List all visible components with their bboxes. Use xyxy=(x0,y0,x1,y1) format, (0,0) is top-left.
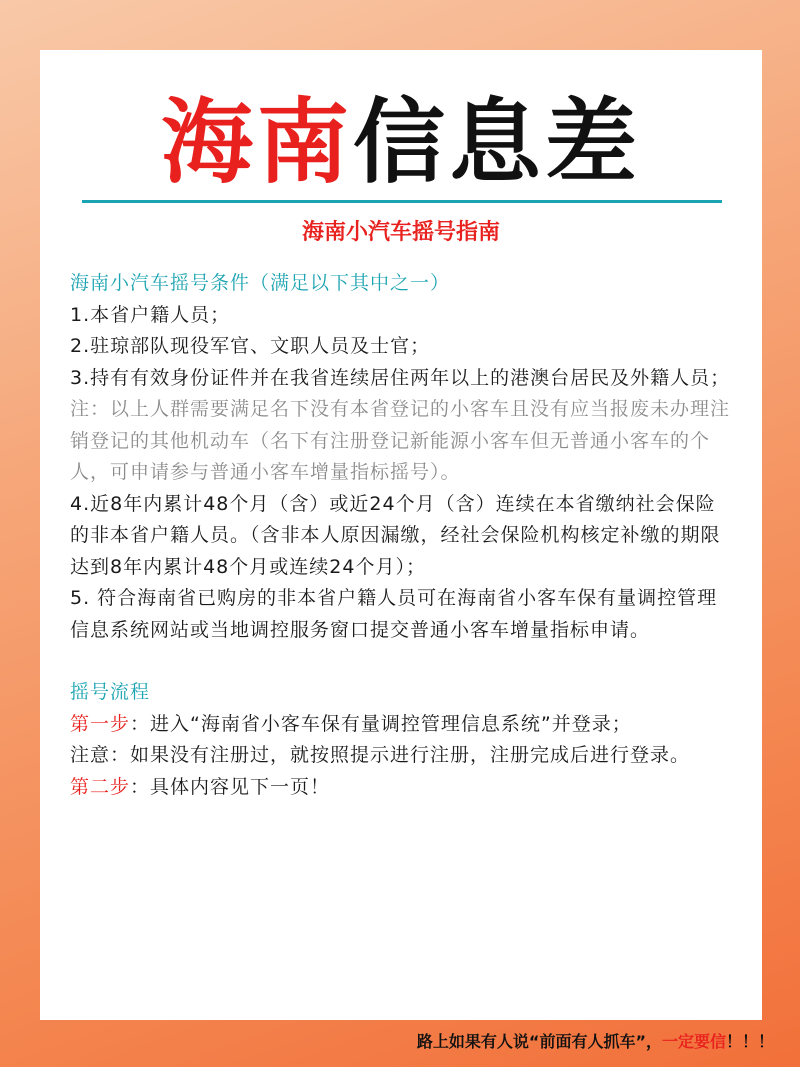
process-heading: 摇号流程 xyxy=(70,681,151,703)
section-gap xyxy=(70,646,734,677)
title-red-part: 海南 xyxy=(160,89,353,196)
content-card xyxy=(40,50,762,1020)
condition-item-3: 3.持有有效身份证件并在我省连续居住两年以上的港澳台居民及外籍人员； xyxy=(70,366,731,389)
condition-item-5: 5. 符合海南省已购房的非本省户籍人员可在海南省小客车保有量调控管理信息系统网站或当地调控服务窗口提交普通小客车增量指标申请。 xyxy=(70,587,718,641)
process-step-2 xyxy=(70,772,734,804)
condition-note: 注：以上人群需要满足名下没有本省登记的小客车且没有应当报废未办理注销登记的其他机动车（名下有注册登记新能源小客车但无普通小客车的个人，可申请参与普通小客车增量指标摇号）。 xyxy=(70,398,731,483)
process-note: 注意：如果没有注册过，就按照提示进行注册，注册完成后进行登录。 xyxy=(70,744,691,766)
footer-note xyxy=(417,1027,774,1057)
title-black-part: 信息差 xyxy=(353,89,642,196)
subtitle: 海南小汽车摇号指南 xyxy=(301,220,500,245)
step-1-label: 第一步 xyxy=(70,712,131,735)
condition-item-2: 2.驻琼部队现役军官、文职人员及士官； xyxy=(70,335,431,357)
step-1-text: ：进入“海南省小客车保有量调控管理信息系统”并登录； xyxy=(130,712,632,735)
page-title xyxy=(40,78,762,208)
condition-item-4: 4.近8年内累计48个月（含）或近24个月（含）连续在本省缴纳社会保险的非本省户籍人员。（含非本人原因漏缴，经社会保险机构核定补缴的期限达到8年内累计48个月或连续24个月）； xyxy=(70,492,721,578)
title-divider xyxy=(82,200,722,203)
step-2-text: ：具体内容见下一页！ xyxy=(130,775,331,798)
conditions-heading: 海南小汽车摇号条件（满足以下其中之一） xyxy=(70,272,451,294)
process-step-1 xyxy=(70,709,734,741)
condition-item-1: 1.本省户籍人员； xyxy=(70,303,231,326)
footer-end: ！！！ xyxy=(725,1032,774,1051)
step-2-label: 第二步 xyxy=(70,775,131,798)
article-body xyxy=(70,268,734,803)
footer-emphasis: 一定要信 xyxy=(661,1032,726,1051)
footer-text: 路上如果有人说“前面有人抓车”， xyxy=(416,1032,662,1051)
